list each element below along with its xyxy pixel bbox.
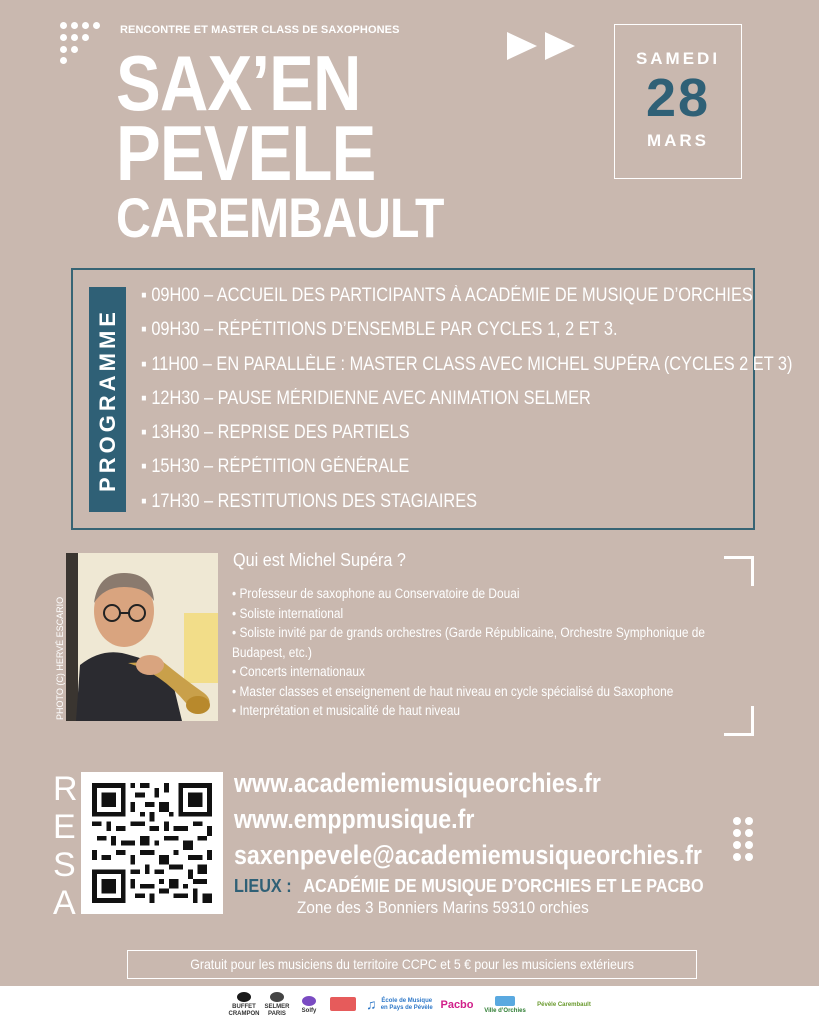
event-subtitle: RENCONTRE ET MASTER CLASS DE SAXOPHONES — [120, 24, 400, 36]
sponsor-logo-ville-orchies: Ville d’Orchies — [480, 992, 530, 1018]
programme-label: PROGRAMME — [94, 307, 120, 492]
resa-letter: A — [53, 884, 76, 922]
title-line-3: CAREMBAULT — [116, 186, 444, 249]
programme-label-band — [89, 287, 126, 512]
bio-item: • Master classes et enseignement de haut niveau en cycle spécialisé du Saxophone — [232, 683, 674, 699]
programme-list — [141, 285, 819, 525]
date-month: MARS — [646, 131, 710, 150]
bio-item: • Professeur de saxophone au Conservatoire de Douai — [232, 586, 520, 601]
website-link-academie[interactable]: www.academiemusiqueorchies.fr — [234, 768, 601, 798]
resa-letter: E — [53, 808, 76, 846]
pricing-box — [127, 950, 697, 979]
decorative-dots — [733, 817, 753, 861]
qr-code[interactable] — [81, 772, 223, 914]
programme-item: ▪ 09H30 – RÉPÉTITIONS D’ENSEMBLE PAR CYCLES 1, 2 ET 3. — [141, 319, 618, 341]
programme-item: ▪ 09H00 – ACCUEIL DES PARTICIPANTS À ACADÉMIE DE MUSIQUE D’ORCHIES — [141, 285, 753, 306]
sponsor-logo-pevele-carembault: Pévèle Carembault — [537, 1001, 591, 1008]
photo-credit: PHOTO (C) HERVÉ ESCARIO — [55, 596, 65, 720]
date-number: 28 — [645, 68, 711, 128]
fast-forward-icon — [505, 30, 577, 62]
pricing-text: Gratuit pour les musiciens du territoire CCPC et 5 € pour les musiciens extérieurs — [190, 956, 634, 972]
decorative-dots — [60, 22, 102, 66]
portrait-photo — [66, 553, 218, 721]
bio-item: • Soliste international — [232, 605, 344, 621]
sponsor-logo-selmer: SELMER PARIS — [262, 992, 292, 1018]
sponsor-logo-pacbo: Pacbo — [440, 998, 474, 1011]
resa-letter: R — [53, 770, 78, 808]
contact-links — [234, 768, 778, 871]
corner-bracket-top — [724, 556, 754, 586]
resa-letter: S — [53, 846, 76, 884]
venue-value: ACADÉMIE DE MUSIQUE D’ORCHIES ET LE PACBO — [303, 876, 704, 896]
programme-item: ▪ 15H30 – RÉPÉTITION GÉNÉRALE — [141, 456, 410, 478]
venue-label: LIEUX : — [234, 876, 292, 896]
email-link[interactable]: saxenpevele@academiemusiqueorchies.fr — [234, 840, 702, 870]
bio-title: Qui est Michel Supéra ? — [233, 550, 406, 570]
title-line-1: SAX’EN — [116, 39, 361, 127]
programme-item: ▪ 11H00 – EN PARALLÈLE : MASTER CLASS AVEC MICHEL SUPÉRA (CYCLES 2 ET 3) — [141, 353, 793, 375]
sponsor-logo-solfy: Solfy — [296, 992, 322, 1018]
bio-item: • Concerts internationaux — [232, 664, 365, 679]
bio-item: • Interprétation et musicalité de haut niveau — [232, 703, 461, 718]
programme-item: ▪ 17H30 – RESTITUTIONS DES STAGIAIRES — [141, 490, 478, 512]
bio-item: Budapest, etc.) — [232, 644, 312, 660]
sponsor-logo-ecole-musique: ♫ École de Musique en Pays de Pévèle — [366, 996, 433, 1013]
date-box — [614, 24, 742, 179]
sponsor-bar — [0, 986, 819, 1024]
title-line-2: PEVELE — [116, 109, 376, 197]
bio-list — [232, 584, 792, 721]
venue-line — [234, 876, 704, 897]
programme-item: ▪ 12H30 – PAUSE MÉRIDIENNE AVEC ANIMATION SELMER — [141, 387, 591, 409]
programme-item: ▪ 13H30 – REPRISE DES PARTIELS — [141, 422, 410, 444]
bio-item: • Soliste invité par de grands orchestres (Garde Républicaine, Orchestre Symphonique de — [232, 625, 706, 640]
date-day: SAMEDI — [635, 49, 721, 68]
website-link-empp[interactable]: www.emppmusique.fr — [234, 804, 475, 834]
venue-address: Zone des 3 Bonniers Marins 59310 orchies — [297, 898, 589, 917]
sponsor-logo-colorful — [326, 992, 360, 1018]
corner-bracket-bottom — [724, 706, 754, 736]
sponsor-logo-buffet-crampon: BUFFET CRAMPON — [228, 992, 260, 1018]
